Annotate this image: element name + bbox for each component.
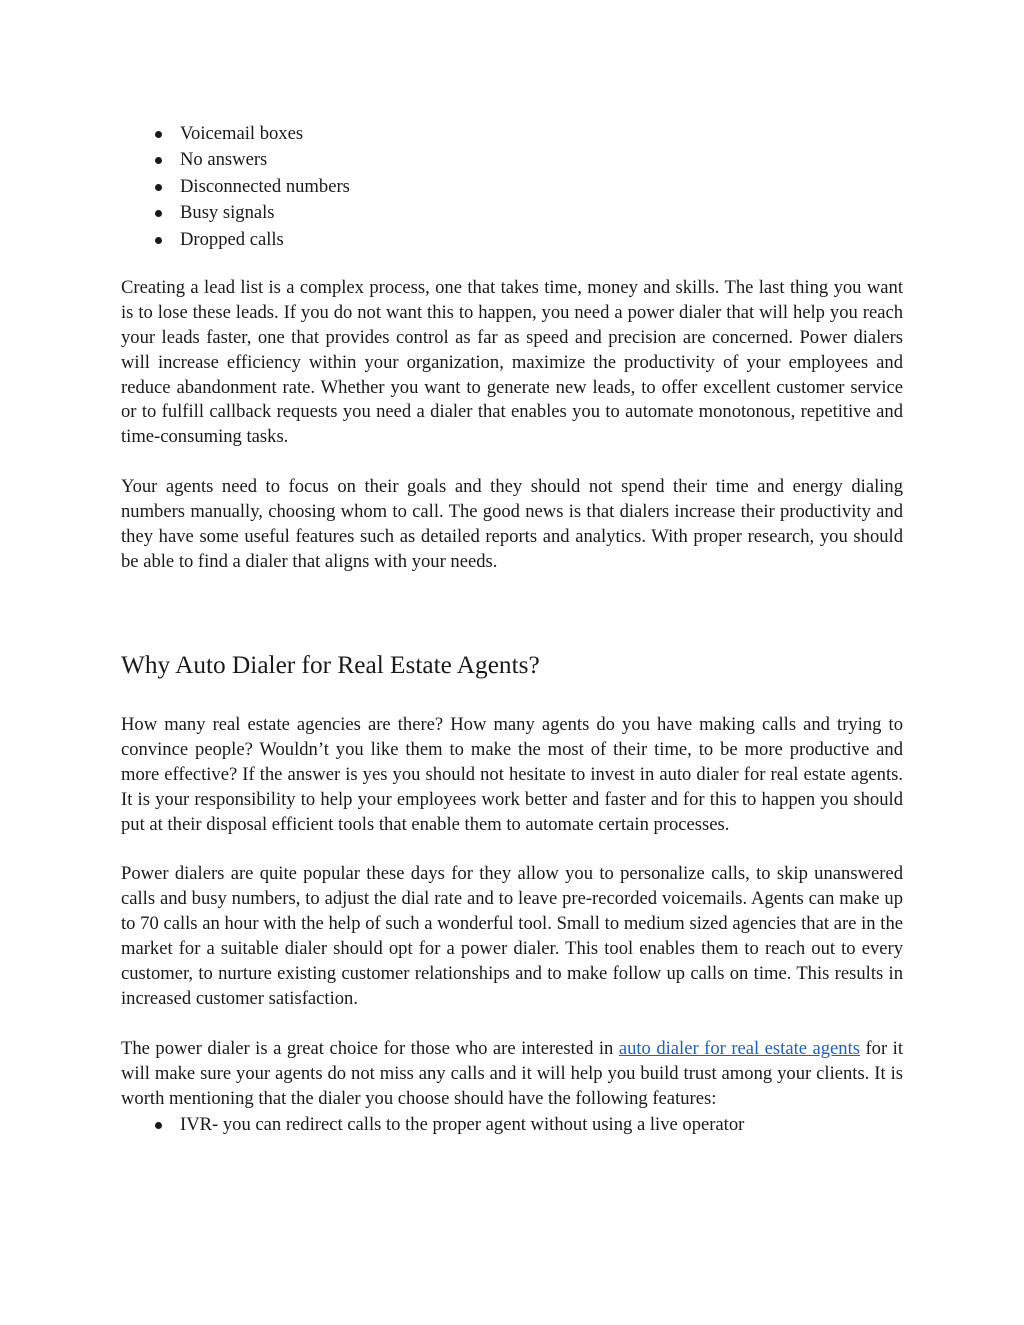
list-item-text: IVR- you can redirect calls to the proper agent without using a live operator (180, 1113, 745, 1135)
bullet-icon (155, 131, 162, 138)
list-item (180, 227, 903, 253)
paragraph-text: for it will make sure your agents do not miss any calls and it will help you build trust among your clients. It is worth mentioning that the dialer you choose should have the following features: (121, 1037, 903, 1109)
bullet-icon (155, 157, 162, 164)
section-heading: Why Auto Dialer for Real Estate Agents? (121, 650, 540, 679)
list-item-text: No answers (180, 149, 268, 171)
paragraph-text: The power dialer is a great choice for those who are interested in (121, 1037, 619, 1059)
paragraph-power-dialers: Power dialers are quite popular these days for they allow you to personalize calls, to skip unanswered calls and busy numbers, to adjust the dial rate and to leave pre-recorded voicemails. Agents can make up to 70 calls an hour with the help of such a wonderful tool. Small to medium sized agencies that are in the market for a suitable dialer should opt for a power dialer. This tool enables them to reach out to every customer, to nurture existing customer relationships and to make follow up calls on time. This results in increased customer satisfaction. (121, 863, 903, 1009)
list-item-text: Dropped calls (180, 228, 284, 250)
list-item (180, 1112, 903, 1138)
document-page (121, 121, 903, 1138)
list-item-text: Disconnected numbers (180, 175, 350, 197)
list-item (180, 200, 903, 226)
paragraph-choice (121, 1037, 903, 1112)
list-item-text: Voicemail boxes (180, 123, 304, 144)
list-item (180, 121, 903, 147)
paragraph-agencies: How many real estate agencies are there? How many agents do you have making calls and trying to convince people? Wouldn’t you like them to make the most of their time, to be more productive and more effective? If the answer is yes you should not hesitate to invest in auto dialer for real estate agents. It is your responsibility to help your employees work better and faster and for this to happen you should put at their disposal efficient tools that enable them to automate certain processes. (121, 713, 903, 835)
list-item (180, 174, 903, 200)
bullet-icon (155, 237, 162, 244)
paragraph-agents-focus: Your agents need to focus on their goals and they should not spend their time and energy dialing numbers manually, choosing whom to call. The good news is that dialers increase their productivity and they have some useful features such as detailed reports and analytics. With proper research, you should be able to find a dialer that aligns with your needs. (121, 476, 903, 573)
bullet-icon (155, 184, 162, 191)
bullet-icon (155, 210, 162, 217)
list-item-text: Busy signals (180, 202, 275, 224)
auto-dialer-link[interactable]: auto dialer for real estate agents (618, 1037, 860, 1059)
paragraph-lead-list: Creating a lead list is a complex process, one that takes time, money and skills. The last thing you want is to lose these leads. If you do not want this to happen, you need a power dialer that will help you reach your leads faster, one that provides control as far as speed and precision are concerned. Power dialers will increase efficiency within your organization, maximize the productivity of your employees and reduce abandonment rate. Whether you want to generate new leads, to offer excellent customer service or to fulfill callback requests you need a dialer that enables you to automate monotonous, repetitive and time-consuming tasks. (121, 276, 903, 448)
features-bullet-list (121, 1112, 903, 1138)
reasons-bullet-list (121, 121, 903, 253)
bullet-icon (155, 1122, 162, 1129)
list-item (180, 147, 903, 173)
